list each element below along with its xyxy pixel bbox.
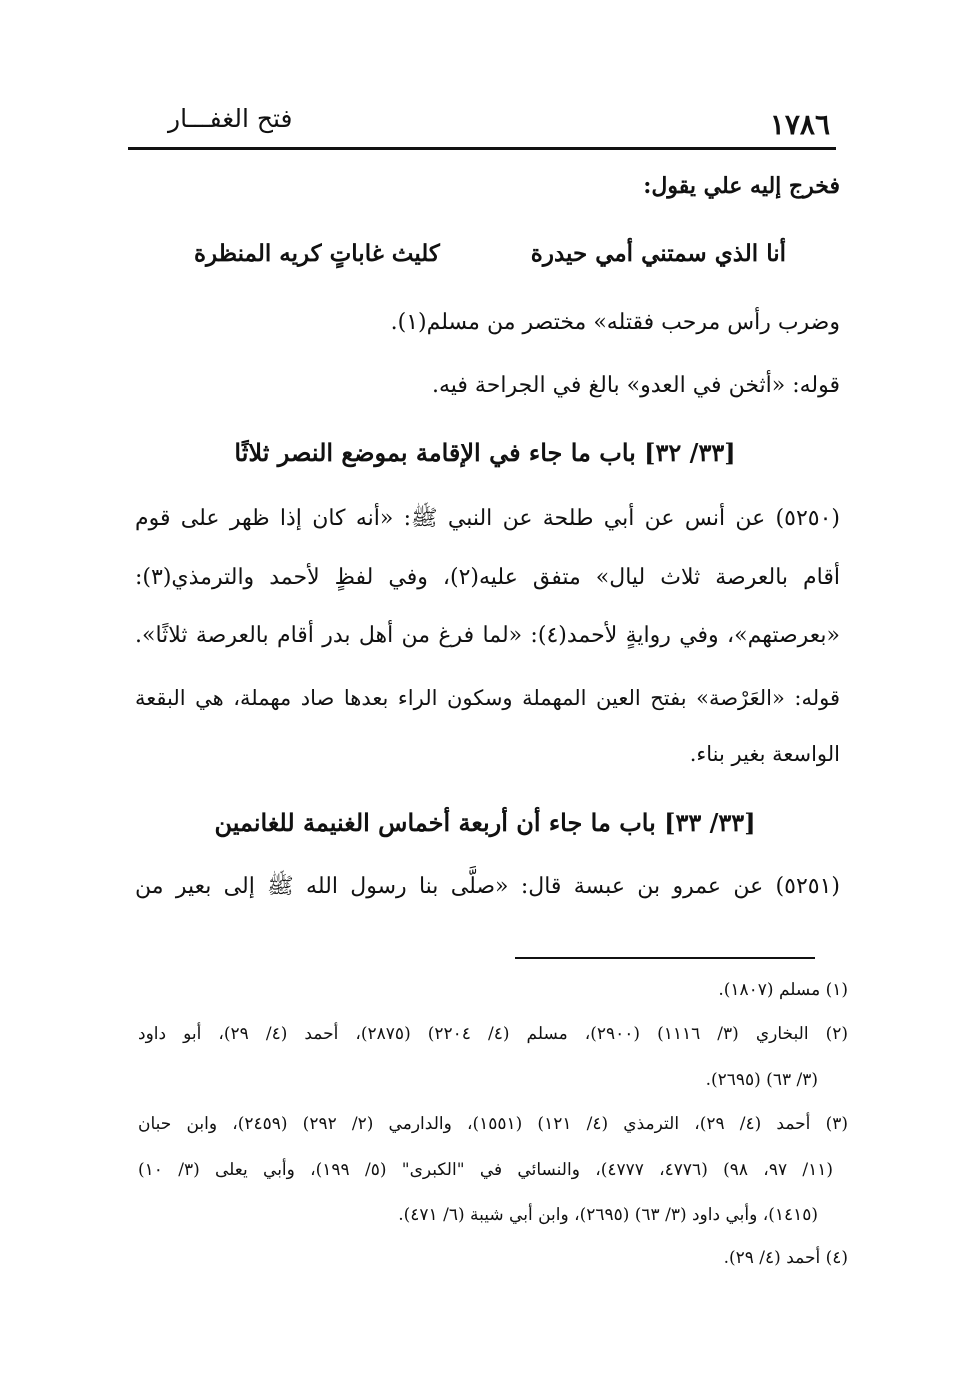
footnote-4: (٤) أحمد (٤/ ٢٩). bbox=[723, 1248, 848, 1268]
page-number: ١٧٨٦ bbox=[769, 108, 830, 141]
chapter-heading-1: [٣٣/ ٣٢] باب ما جاء في الإقامة بموضع النصر ثلاثًا bbox=[234, 438, 736, 467]
footnote-3-line-2: (١١/ ٩٧، ٩٨) (٤٧٧٦، ٤٧٧٧)، والنسائي في "الكبرى" (٥/ ١٩٩)، وأبي يعلى (٣/ ١٠) bbox=[138, 1160, 834, 1180]
book-title: فتح الغفـــار bbox=[168, 104, 293, 133]
verse-second-half: كليث غاباتٍ كريه المنظرة bbox=[194, 240, 440, 267]
hadith-5250-line-2: أقام بالعرصة ثلاث ليال» متفق عليه(٢)، وفي لفظٍ لأحمد والترمذي(٣): bbox=[135, 565, 840, 590]
footnote-1: (١) مسلم (١٨٠٧). bbox=[718, 980, 848, 1000]
verse-first-half: أنا الذي سمتني أمي حيدرة bbox=[530, 240, 786, 267]
body-line-intro: فخرج إليه علي يقول: bbox=[643, 173, 840, 199]
explanation-line-1: قوله: «العَرْصة» بفتح العين المهملة وسكون الراء بعدها صاد مهملة، هي البقعة bbox=[135, 686, 840, 710]
hadith-5250-line-3: «بعرصتهم»، وفي روايةٍ لأحمد(٤): «لما فرغ من أهل بدر أقام بالعرصة ثلاثًا». bbox=[135, 623, 840, 648]
hadith-5250-line-1: (٥٢٥٠) عن أنس عن أبي طلحة عن النبي ﷺ: «أنه كان إذا ظهر على قوم bbox=[135, 506, 840, 531]
explanation-line-2: الواسعة بغير بناء. bbox=[689, 742, 840, 766]
header-divider bbox=[128, 147, 836, 150]
body-line-explanation-athkhana: قوله: «أثخن في العدو» بالغ في الجراحة فيه. bbox=[432, 373, 840, 398]
footnote-divider bbox=[515, 957, 815, 959]
hadith-5251-line-1: (٥٢٥١) عن عمرو بن عبسة قال: «صلَّى بنا رسول الله ﷺ إلى بعير من bbox=[135, 874, 840, 899]
body-line-strike: وضرب رأس مرحب فقتله» مختصر من مسلم(١). bbox=[390, 310, 840, 335]
footnote-3-line-3: (١٤١٥)، وأبي داود (٣/ ٦٣) (٢٦٩٥)، وابن أبي شيبة (٦/ ٤٧١). bbox=[398, 1205, 818, 1225]
footnote-3-line-1: (٣) أحمد (٤/ ٢٩)، الترمذي (٤/ ١٢١) (١٥٥١)، والدارمي (٢/ ٢٩٢) (٢٤٥٩)، وابن حبان bbox=[138, 1114, 848, 1134]
chapter-heading-2: [٣٣/ ٣٣] باب ما جاء أن أربعة أخماس الغنيمة للغانمين bbox=[214, 808, 756, 837]
footnote-2-line-2: (٣/ ٦٣) (٢٦٩٥). bbox=[705, 1070, 818, 1090]
footnote-2-line-1: (٢) البخاري (٣/ ١١١٦) (٢٩٠٠)، مسلم (٤/ ٢٢٠٤) (٢٨٧٥)، أحمد (٤/ ٢٩)، أبو داود bbox=[138, 1024, 849, 1044]
running-header bbox=[128, 98, 836, 150]
